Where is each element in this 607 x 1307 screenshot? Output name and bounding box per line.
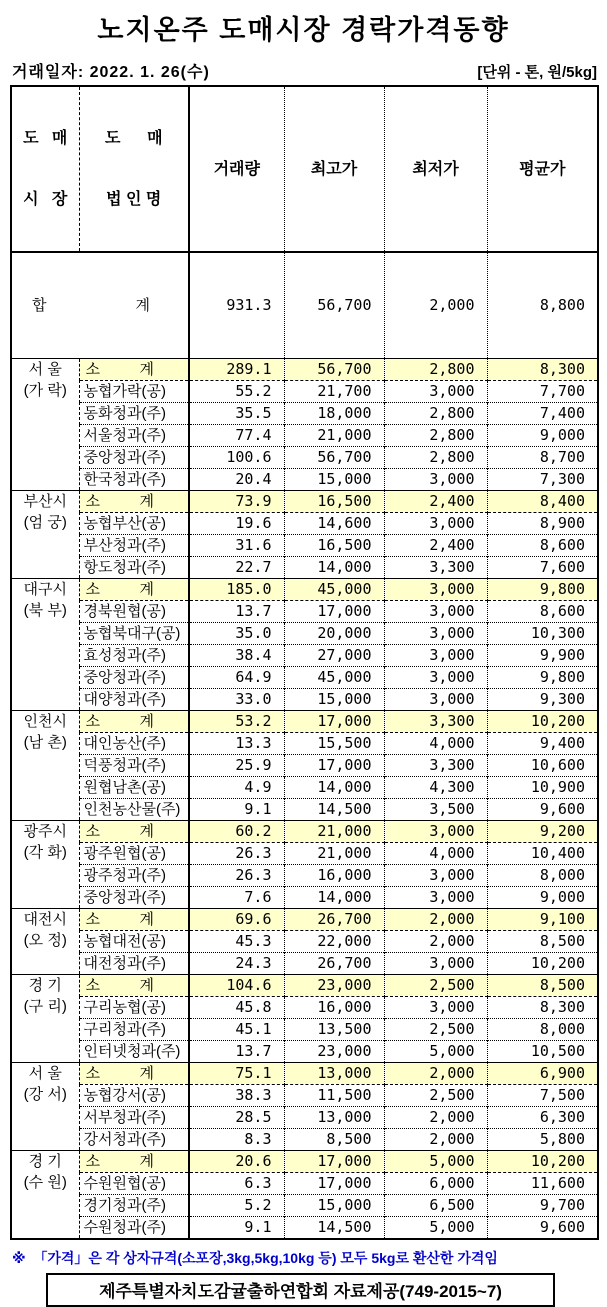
corporation-low: 3,300 bbox=[384, 755, 487, 777]
subtotal-low: 5,000 bbox=[384, 1151, 487, 1173]
subtotal-avg: 9,100 bbox=[487, 909, 598, 931]
subtotal-row bbox=[11, 359, 598, 381]
header-row bbox=[11, 86, 598, 252]
corporation-high: 15,000 bbox=[284, 469, 384, 491]
corporation-row bbox=[11, 425, 598, 447]
market-name-line: 서 울 bbox=[28, 361, 62, 378]
subtotal-low: 2,400 bbox=[384, 491, 487, 513]
corporation-volume: 13.7 bbox=[189, 601, 284, 623]
corporation-name: 대양청과(주) bbox=[79, 689, 189, 711]
corporation-low: 2,800 bbox=[384, 425, 487, 447]
corporation-high: 15,000 bbox=[284, 1195, 384, 1217]
subtotal-label-cell: 소 계 bbox=[79, 491, 189, 513]
corporation-volume: 6.3 bbox=[189, 1173, 284, 1195]
corporation-row bbox=[11, 623, 598, 645]
trade-date-label: 거래일자: 2022. 1. 26(수) bbox=[12, 64, 210, 81]
subtotal-high: 56,700 bbox=[284, 359, 384, 381]
subtotal-avg: 9,200 bbox=[487, 821, 598, 843]
corporation-high: 26,700 bbox=[284, 953, 384, 975]
corporation-volume: 45.8 bbox=[189, 997, 284, 1019]
subtotal-volume: 20.6 bbox=[189, 1151, 284, 1173]
corporation-avg: 9,000 bbox=[487, 887, 598, 909]
corporation-low: 3,300 bbox=[384, 557, 487, 579]
corporation-high: 23,000 bbox=[284, 1041, 384, 1063]
corporation-name: 인터넷청과(주) bbox=[79, 1041, 189, 1063]
corporation-row bbox=[11, 1217, 598, 1240]
corporation-low: 3,000 bbox=[384, 601, 487, 623]
market-cell bbox=[11, 711, 79, 821]
corporation-avg: 7,300 bbox=[487, 469, 598, 491]
corporation-low: 3,000 bbox=[384, 667, 487, 689]
subtotal-low: 2,500 bbox=[384, 975, 487, 997]
corporation-high: 14,500 bbox=[284, 1217, 384, 1240]
corporation-low: 3,500 bbox=[384, 799, 487, 821]
market-name-line: 대구시 bbox=[23, 581, 67, 598]
corporation-name: 농협대전(공) bbox=[79, 931, 189, 953]
subtotal-high: 45,000 bbox=[284, 579, 384, 601]
corporation-avg: 9,600 bbox=[487, 1217, 598, 1240]
subtotal-row bbox=[11, 821, 598, 843]
table-header bbox=[11, 86, 598, 252]
market-name-line: 경 기 bbox=[28, 977, 62, 994]
corporation-row bbox=[11, 1129, 598, 1151]
corporation-high: 21,000 bbox=[284, 843, 384, 865]
page-title: 노지온주 도매시장 경락가격동향 bbox=[97, 15, 510, 45]
corporation-low: 4,000 bbox=[384, 843, 487, 865]
corporation-low: 4,300 bbox=[384, 777, 487, 799]
corporation-name: 중앙청과(주) bbox=[79, 447, 189, 469]
market-cell bbox=[11, 579, 79, 711]
corporation-volume: 22.7 bbox=[189, 557, 284, 579]
corporation-row bbox=[11, 1041, 598, 1063]
corporation-low: 6,000 bbox=[384, 1173, 487, 1195]
market-cell bbox=[11, 359, 79, 491]
corporation-high: 21,000 bbox=[284, 425, 384, 447]
market-name-line: 부산시 bbox=[23, 493, 67, 510]
price-footnote: ※ 「가격」은 각 상자규격(소포장,3kg,5kg,10kg 등) 모두 5kg로 환산한 가격임 bbox=[12, 1250, 498, 1266]
corporation-volume: 55.2 bbox=[189, 381, 284, 403]
grand-total-volume: 931.3 bbox=[189, 252, 284, 359]
corporation-avg: 7,500 bbox=[487, 1085, 598, 1107]
corporation-low: 2,800 bbox=[384, 403, 487, 425]
subtotal-avg: 8,500 bbox=[487, 975, 598, 997]
corporation-avg: 9,700 bbox=[487, 1195, 598, 1217]
corporation-high: 27,000 bbox=[284, 645, 384, 667]
corporation-low: 3,000 bbox=[384, 865, 487, 887]
corporation-volume: 8.3 bbox=[189, 1129, 284, 1151]
subtotal-volume: 53.2 bbox=[189, 711, 284, 733]
grand-total-high: 56,700 bbox=[284, 252, 384, 359]
corporation-name: 부산청과(주) bbox=[79, 535, 189, 557]
subtotal-high: 17,000 bbox=[284, 711, 384, 733]
corporation-high: 17,000 bbox=[284, 1173, 384, 1195]
corporation-name: 농협부산(공) bbox=[79, 513, 189, 535]
subtotal-low: 2,000 bbox=[384, 1063, 487, 1085]
market-name-line: (오 정) bbox=[23, 932, 67, 949]
corporation-row bbox=[11, 513, 598, 535]
corporation-low: 5,000 bbox=[384, 1041, 487, 1063]
corporation-name: 항도청과(주) bbox=[79, 557, 189, 579]
market-name-line: (구 리) bbox=[23, 998, 67, 1015]
corporation-avg: 6,300 bbox=[487, 1107, 598, 1129]
corporation-row bbox=[11, 601, 598, 623]
corporation-low: 3,000 bbox=[384, 623, 487, 645]
corporation-name: 농협북대구(공) bbox=[79, 623, 189, 645]
corporation-row bbox=[11, 1085, 598, 1107]
corporation-volume: 28.5 bbox=[189, 1107, 284, 1129]
corporation-row bbox=[11, 447, 598, 469]
subtotal-volume: 185.0 bbox=[189, 579, 284, 601]
header-avg-price: 평균가 bbox=[487, 86, 598, 252]
corporation-high: 11,500 bbox=[284, 1085, 384, 1107]
corporation-name: 인천농산물(주) bbox=[79, 799, 189, 821]
subtotal-avg: 8,400 bbox=[487, 491, 598, 513]
corporation-volume: 38.4 bbox=[189, 645, 284, 667]
corporation-avg: 10,400 bbox=[487, 843, 598, 865]
corporation-volume: 38.3 bbox=[189, 1085, 284, 1107]
market-name-line: (남 촌) bbox=[23, 734, 67, 751]
data-source-box: 제주특별자치도감귤출하연합회 자료제공(749-2015~7) bbox=[46, 1273, 555, 1307]
market-name-line: (엄 궁) bbox=[23, 514, 67, 531]
corporation-low: 3,000 bbox=[384, 997, 487, 1019]
corporation-avg: 8,900 bbox=[487, 513, 598, 535]
corporation-name: 농협강서(공) bbox=[79, 1085, 189, 1107]
market-cell bbox=[11, 909, 79, 975]
corporation-name: 광주원협(공) bbox=[79, 843, 189, 865]
corporation-volume: 26.3 bbox=[189, 843, 284, 865]
subtotal-row bbox=[11, 909, 598, 931]
header-volume: 거래량 bbox=[189, 86, 284, 252]
corporation-name: 대전청과(주) bbox=[79, 953, 189, 975]
grand-total-row bbox=[11, 252, 598, 359]
corporation-row bbox=[11, 667, 598, 689]
corporation-volume: 64.9 bbox=[189, 667, 284, 689]
subtotal-label-cell: 소 계 bbox=[79, 975, 189, 997]
corporation-low: 3,000 bbox=[384, 469, 487, 491]
corporation-high: 22,000 bbox=[284, 931, 384, 953]
subtotal-volume: 60.2 bbox=[189, 821, 284, 843]
market-name-line: 광주시 bbox=[23, 823, 67, 840]
corporation-name: 서부청과(주) bbox=[79, 1107, 189, 1129]
corporation-avg: 9,800 bbox=[487, 667, 598, 689]
corporation-low: 3,000 bbox=[384, 645, 487, 667]
grand-total-avg: 8,800 bbox=[487, 252, 598, 359]
subtotal-high: 26,700 bbox=[284, 909, 384, 931]
subtotal-avg: 10,200 bbox=[487, 1151, 598, 1173]
corporation-avg: 8,300 bbox=[487, 997, 598, 1019]
corporation-row bbox=[11, 381, 598, 403]
header-corporation: 도 매 법 인 명 bbox=[79, 86, 189, 252]
corporation-high: 16,000 bbox=[284, 865, 384, 887]
corporation-avg: 10,200 bbox=[487, 953, 598, 975]
corporation-high: 17,000 bbox=[284, 601, 384, 623]
corporation-high: 18,000 bbox=[284, 403, 384, 425]
corporation-high: 13,500 bbox=[284, 1019, 384, 1041]
corporation-low: 3,000 bbox=[384, 953, 487, 975]
subtotal-label-cell: 소 계 bbox=[79, 1063, 189, 1085]
corporation-high: 17,000 bbox=[284, 755, 384, 777]
corporation-row bbox=[11, 1195, 598, 1217]
corporation-avg: 7,700 bbox=[487, 381, 598, 403]
corporation-row bbox=[11, 403, 598, 425]
corporation-volume: 20.4 bbox=[189, 469, 284, 491]
corporation-name: 대인농산(주) bbox=[79, 733, 189, 755]
corporation-row bbox=[11, 865, 598, 887]
corporation-avg: 8,700 bbox=[487, 447, 598, 469]
corporation-avg: 8,600 bbox=[487, 535, 598, 557]
market-cell bbox=[11, 1151, 79, 1240]
corporation-name: 구리청과(주) bbox=[79, 1019, 189, 1041]
corporation-avg: 10,900 bbox=[487, 777, 598, 799]
corporation-low: 2,500 bbox=[384, 1085, 487, 1107]
corporation-low: 2,400 bbox=[384, 535, 487, 557]
corporation-row bbox=[11, 843, 598, 865]
subtotal-row bbox=[11, 1063, 598, 1085]
corporation-row bbox=[11, 689, 598, 711]
market-cell bbox=[11, 821, 79, 909]
market-name-line: (가 락) bbox=[23, 382, 67, 399]
corporation-name: 동화청과(주) bbox=[79, 403, 189, 425]
corporation-low: 2,000 bbox=[384, 1129, 487, 1151]
corporation-high: 56,700 bbox=[284, 447, 384, 469]
corporation-avg: 10,300 bbox=[487, 623, 598, 645]
corporation-volume: 31.6 bbox=[189, 535, 284, 557]
corporation-volume: 13.7 bbox=[189, 1041, 284, 1063]
corporation-row bbox=[11, 953, 598, 975]
corporation-high: 14,000 bbox=[284, 887, 384, 909]
corporation-low: 2,000 bbox=[384, 1107, 487, 1129]
corporation-name: 한국청과(주) bbox=[79, 469, 189, 491]
corporation-high: 15,000 bbox=[284, 689, 384, 711]
market-cell bbox=[11, 1063, 79, 1151]
market-name-line: (북 부) bbox=[23, 602, 67, 619]
subtotal-low: 2,000 bbox=[384, 909, 487, 931]
corporation-name: 수원원협(공) bbox=[79, 1173, 189, 1195]
corporation-volume: 24.3 bbox=[189, 953, 284, 975]
corporation-row bbox=[11, 733, 598, 755]
corporation-name: 서울청과(주) bbox=[79, 425, 189, 447]
corporation-avg: 9,000 bbox=[487, 425, 598, 447]
corporation-volume: 7.6 bbox=[189, 887, 284, 909]
corporation-avg: 8,000 bbox=[487, 865, 598, 887]
corporation-low: 3,000 bbox=[384, 887, 487, 909]
subtotal-low: 3,000 bbox=[384, 579, 487, 601]
corporation-row bbox=[11, 1173, 598, 1195]
corporation-row bbox=[11, 535, 598, 557]
corporation-name: 농협가락(공) bbox=[79, 381, 189, 403]
corporation-avg: 9,900 bbox=[487, 645, 598, 667]
corporation-name: 수원청과(주) bbox=[79, 1217, 189, 1240]
corporation-low: 2,500 bbox=[384, 1019, 487, 1041]
corporation-avg: 9,300 bbox=[487, 689, 598, 711]
corporation-row bbox=[11, 755, 598, 777]
subtotal-volume: 69.6 bbox=[189, 909, 284, 931]
subtotal-low: 3,300 bbox=[384, 711, 487, 733]
corporation-high: 14,000 bbox=[284, 777, 384, 799]
subtotal-label-cell: 소 계 bbox=[79, 711, 189, 733]
corporation-high: 13,000 bbox=[284, 1107, 384, 1129]
corporation-name: 광주청과(주) bbox=[79, 865, 189, 887]
corporation-high: 14,500 bbox=[284, 799, 384, 821]
corporation-volume: 25.9 bbox=[189, 755, 284, 777]
corporation-row bbox=[11, 931, 598, 953]
corporation-avg: 8,000 bbox=[487, 1019, 598, 1041]
subtotal-avg: 6,900 bbox=[487, 1063, 598, 1085]
corporation-low: 5,000 bbox=[384, 1217, 487, 1240]
corporation-volume: 35.5 bbox=[189, 403, 284, 425]
corporation-avg: 9,600 bbox=[487, 799, 598, 821]
subtotal-low: 3,000 bbox=[384, 821, 487, 843]
subtotal-avg: 10,200 bbox=[487, 711, 598, 733]
corporation-name: 강서청과(주) bbox=[79, 1129, 189, 1151]
corporation-volume: 33.0 bbox=[189, 689, 284, 711]
market-name-line: 대전시 bbox=[23, 911, 67, 928]
market-name-line: (수 원) bbox=[23, 1174, 67, 1191]
subtotal-row bbox=[11, 711, 598, 733]
corporation-name: 원협남촌(공) bbox=[79, 777, 189, 799]
corporation-avg: 11,600 bbox=[487, 1173, 598, 1195]
subtotal-volume: 104.6 bbox=[189, 975, 284, 997]
subtotal-high: 13,000 bbox=[284, 1063, 384, 1085]
market-name-line: (강 서) bbox=[23, 1086, 67, 1103]
corporation-row bbox=[11, 887, 598, 909]
corporation-volume: 4.9 bbox=[189, 777, 284, 799]
subtotal-volume: 289.1 bbox=[189, 359, 284, 381]
corporation-name: 효성청과(주) bbox=[79, 645, 189, 667]
market-name-line: 서 울 bbox=[28, 1065, 62, 1082]
market-name-line: 인천시 bbox=[23, 713, 67, 730]
subtotal-label-cell: 소 계 bbox=[79, 1151, 189, 1173]
corporation-row bbox=[11, 799, 598, 821]
corporation-avg: 10,600 bbox=[487, 755, 598, 777]
corporation-low: 2,800 bbox=[384, 447, 487, 469]
grand-total-label-cell: 합 계 bbox=[11, 252, 189, 359]
corporation-name: 경기청과(주) bbox=[79, 1195, 189, 1217]
corporation-low: 3,000 bbox=[384, 689, 487, 711]
corporation-avg: 9,400 bbox=[487, 733, 598, 755]
corporation-volume: 45.1 bbox=[189, 1019, 284, 1041]
corporation-high: 15,500 bbox=[284, 733, 384, 755]
subtotal-high: 23,000 bbox=[284, 975, 384, 997]
corporation-name: 중앙청과(주) bbox=[79, 667, 189, 689]
market-name-line: 경 기 bbox=[28, 1153, 62, 1170]
subtotal-avg: 9,800 bbox=[487, 579, 598, 601]
subtotal-row bbox=[11, 1151, 598, 1173]
table-body bbox=[11, 252, 598, 1239]
corporation-volume: 5.2 bbox=[189, 1195, 284, 1217]
header-low-price: 최저가 bbox=[384, 86, 487, 252]
corporation-avg: 10,500 bbox=[487, 1041, 598, 1063]
corporation-high: 45,000 bbox=[284, 667, 384, 689]
corporation-avg: 5,800 bbox=[487, 1129, 598, 1151]
corporation-high: 20,000 bbox=[284, 623, 384, 645]
corporation-volume: 35.0 bbox=[189, 623, 284, 645]
subtotal-label-cell: 소 계 bbox=[79, 359, 189, 381]
subtotal-low: 2,800 bbox=[384, 359, 487, 381]
corporation-volume: 9.1 bbox=[189, 799, 284, 821]
corporation-volume: 45.3 bbox=[189, 931, 284, 953]
grand-total-low: 2,000 bbox=[384, 252, 487, 359]
subtotal-row bbox=[11, 491, 598, 513]
subtotal-high: 16,500 bbox=[284, 491, 384, 513]
market-name-line: (각 화) bbox=[23, 844, 67, 861]
corporation-row bbox=[11, 1107, 598, 1129]
corporation-row bbox=[11, 1019, 598, 1041]
corporation-low: 2,000 bbox=[384, 931, 487, 953]
corporation-volume: 26.3 bbox=[189, 865, 284, 887]
subtotal-volume: 73.9 bbox=[189, 491, 284, 513]
market-cell bbox=[11, 491, 79, 579]
corporation-low: 3,000 bbox=[384, 381, 487, 403]
subtotal-high: 17,000 bbox=[284, 1151, 384, 1173]
unit-label: [단위 - 톤, 원/5kg] bbox=[477, 64, 597, 81]
corporation-name: 구리농협(공) bbox=[79, 997, 189, 1019]
corporation-row bbox=[11, 557, 598, 579]
corporation-low: 6,500 bbox=[384, 1195, 487, 1217]
subtotal-high: 21,000 bbox=[284, 821, 384, 843]
subtotal-row bbox=[11, 579, 598, 601]
corporation-volume: 100.6 bbox=[189, 447, 284, 469]
subtotal-label-cell: 소 계 bbox=[79, 909, 189, 931]
corporation-high: 16,500 bbox=[284, 535, 384, 557]
corporation-name: 경북원협(공) bbox=[79, 601, 189, 623]
corporation-high: 16,000 bbox=[284, 997, 384, 1019]
corporation-high: 14,600 bbox=[284, 513, 384, 535]
corporation-volume: 13.3 bbox=[189, 733, 284, 755]
corporation-volume: 77.4 bbox=[189, 425, 284, 447]
corporation-avg: 8,500 bbox=[487, 931, 598, 953]
header-market: 도 매 시 장 bbox=[11, 86, 79, 252]
corporation-avg: 7,400 bbox=[487, 403, 598, 425]
corporation-row bbox=[11, 645, 598, 667]
price-table bbox=[10, 85, 599, 1240]
corporation-high: 14,000 bbox=[284, 557, 384, 579]
subtotal-label-cell: 소 계 bbox=[79, 821, 189, 843]
corporation-high: 21,700 bbox=[284, 381, 384, 403]
corporation-row bbox=[11, 469, 598, 491]
corporation-low: 3,000 bbox=[384, 513, 487, 535]
subtotal-label-cell: 소 계 bbox=[79, 579, 189, 601]
corporation-avg: 8,600 bbox=[487, 601, 598, 623]
corporation-name: 덕풍청과(주) bbox=[79, 755, 189, 777]
corporation-high: 8,500 bbox=[284, 1129, 384, 1151]
corporation-row bbox=[11, 997, 598, 1019]
corporation-volume: 19.6 bbox=[189, 513, 284, 535]
corporation-name: 중앙청과(주) bbox=[79, 887, 189, 909]
subtotal-row bbox=[11, 975, 598, 997]
corporation-avg: 7,600 bbox=[487, 557, 598, 579]
header-high-price: 최고가 bbox=[284, 86, 384, 252]
corporation-row bbox=[11, 777, 598, 799]
corporation-volume: 9.1 bbox=[189, 1217, 284, 1240]
market-cell bbox=[11, 975, 79, 1063]
corporation-low: 4,000 bbox=[384, 733, 487, 755]
meta-row bbox=[12, 59, 597, 82]
subtotal-avg: 8,300 bbox=[487, 359, 598, 381]
subtotal-volume: 75.1 bbox=[189, 1063, 284, 1085]
